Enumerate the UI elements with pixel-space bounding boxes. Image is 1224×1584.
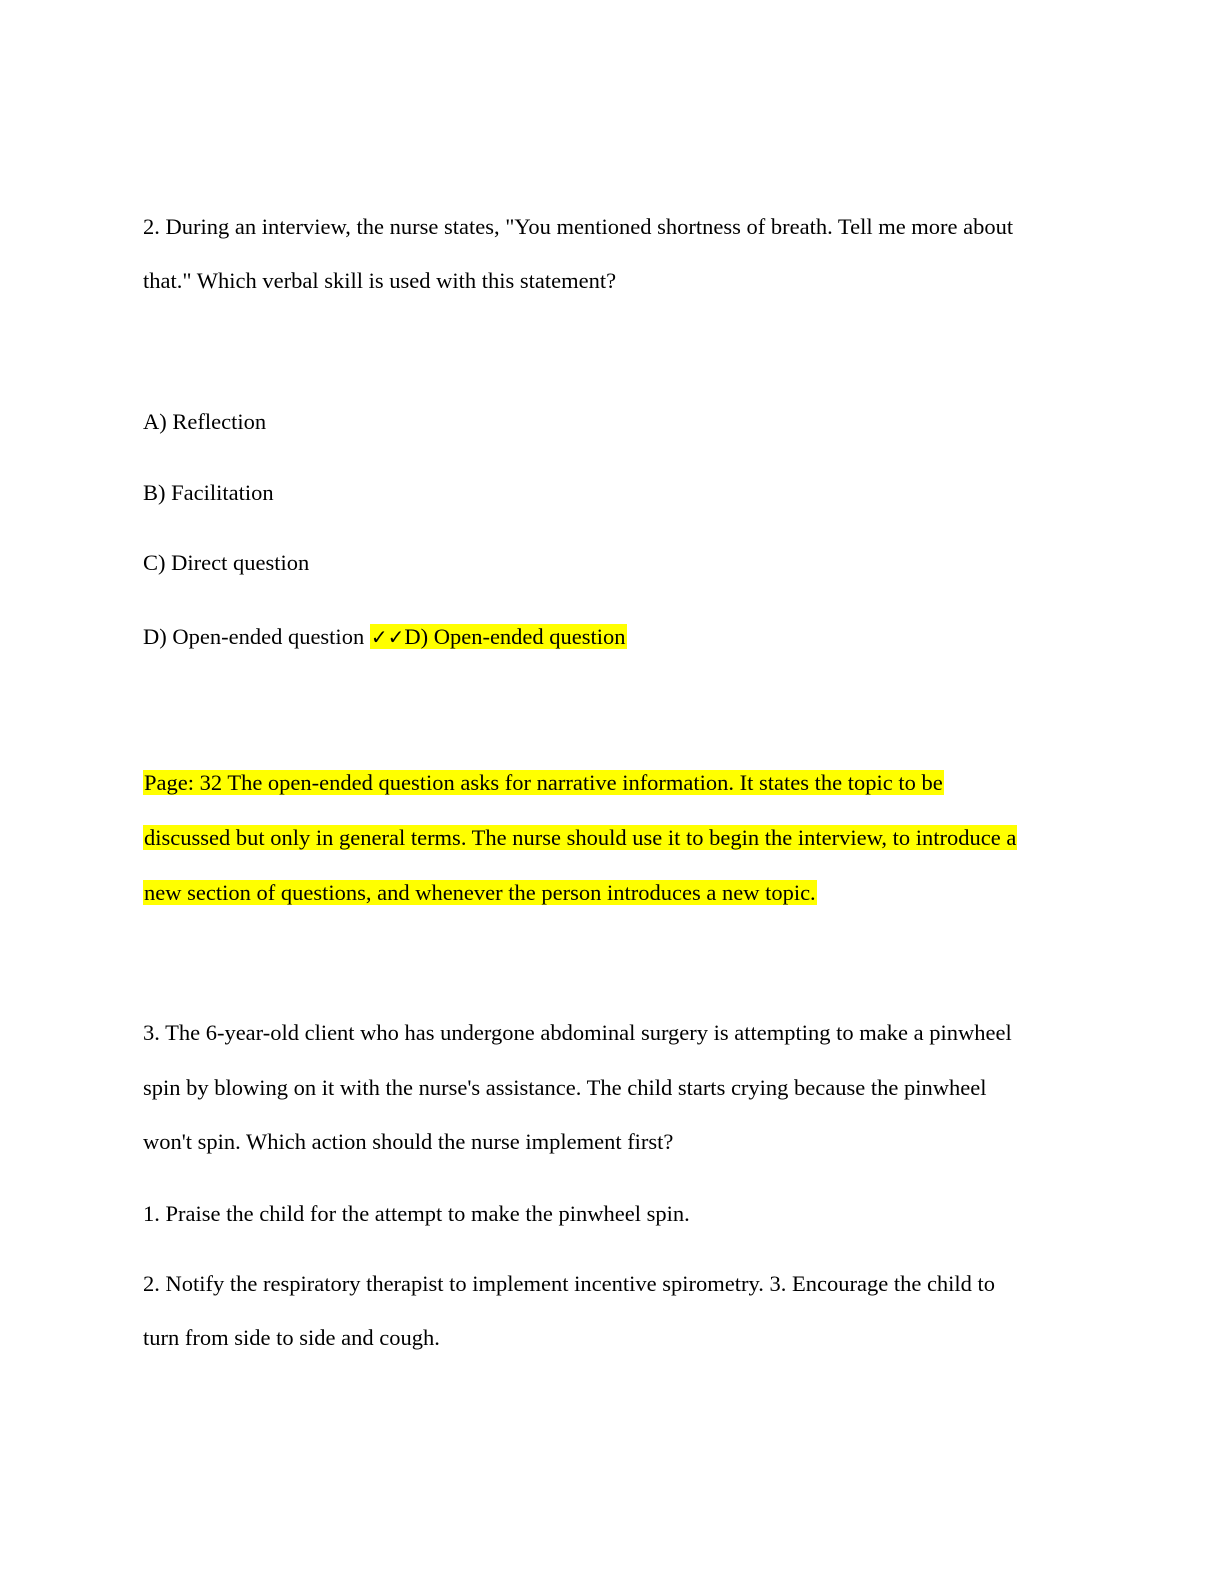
- question-3-text-line-2: spin by blowing on it with the nurse's assistance. The child starts crying because the pinwheel: [143, 1075, 987, 1100]
- question-3-text-line-3: won't spin. Which action should the nurse implement first?: [143, 1129, 674, 1154]
- rationale-line-3: new section of questions, and whenever the person introduces a new topic.: [144, 880, 816, 905]
- rationale-line-2: discussed but only in general terms. The nurse should use it to begin the interview, to introduce a: [144, 825, 1017, 850]
- question-2-option-c: C) Direct question: [143, 550, 310, 575]
- question-2-option-a: A) Reflection: [143, 409, 267, 434]
- question-3-text-line-1: 3. The 6-year-old client who has undergone abdominal surgery is attempting to make a pinwheel: [143, 1020, 1012, 1045]
- question-2-option-b: B) Facilitation: [143, 480, 274, 505]
- checkmark-icon: ✓✓: [370, 625, 405, 649]
- question-3-option-1: 1. Praise the child for the attempt to make the pinwheel spin.: [143, 1201, 690, 1226]
- question-3-option-2-line-1: 2. Notify the respiratory therapist to implement incentive spirometry. 3. Encourage the child to: [143, 1271, 996, 1296]
- question-3-option-2-line-2: turn from side to side and cough.: [143, 1325, 440, 1350]
- question-2-text-line-1: 2. During an interview, the nurse states, "You mentioned shortness of breath. Tell me more about: [143, 214, 1014, 239]
- question-2-option-d-row: [143, 622, 627, 652]
- question-2-text-line-2: that." Which verbal skill is used with this statement?: [143, 268, 617, 293]
- answer-highlight: [370, 624, 627, 649]
- question-2-option-d: D) Open-ended question: [143, 624, 365, 649]
- answer-text: D) Open-ended question: [404, 624, 626, 649]
- rationale-line-1: Page: 32 The open-ended question asks for narrative information. It states the topic to be: [144, 770, 943, 795]
